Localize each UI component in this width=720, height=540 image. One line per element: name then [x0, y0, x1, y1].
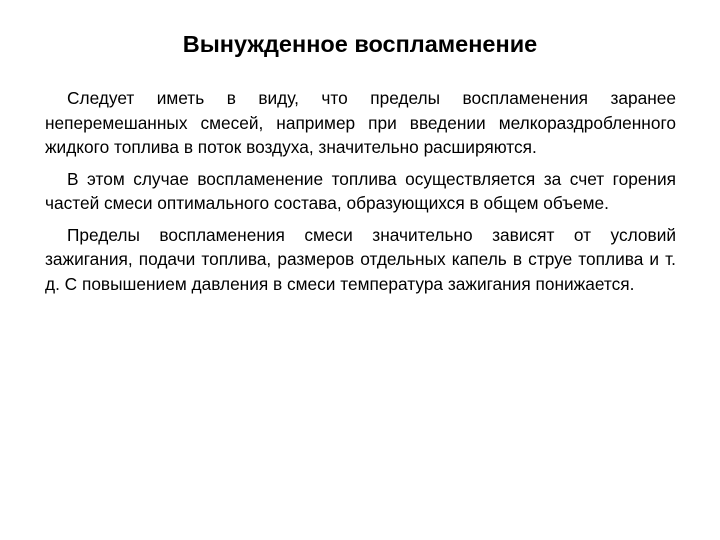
- paragraph-ignition-conditions: Пределы воспламенения смеси значительно зависят от условий зажигания, подачи топлива, размеров отдельных капель в струе топлива и т. д. С повышением давления в смеси температура зажигания понижается.: [45, 224, 676, 294]
- slide-body: [45, 86, 676, 303]
- paragraph-ignition-limits: Следует иметь в виду, что пределы воспламенения заранее неперемешанных смесей, например при введении мелкораздробленного жидкого топлива в поток воздуха, значительно расширяются.: [45, 88, 676, 157]
- paragraph-combustion-parts: В этом случае воспламенение топлива осуществляется за счет горения частей смеси оптимального состава, образующихся в общем объеме.: [45, 168, 676, 213]
- slide-title: Вынужденное воспламенение: [182, 31, 538, 57]
